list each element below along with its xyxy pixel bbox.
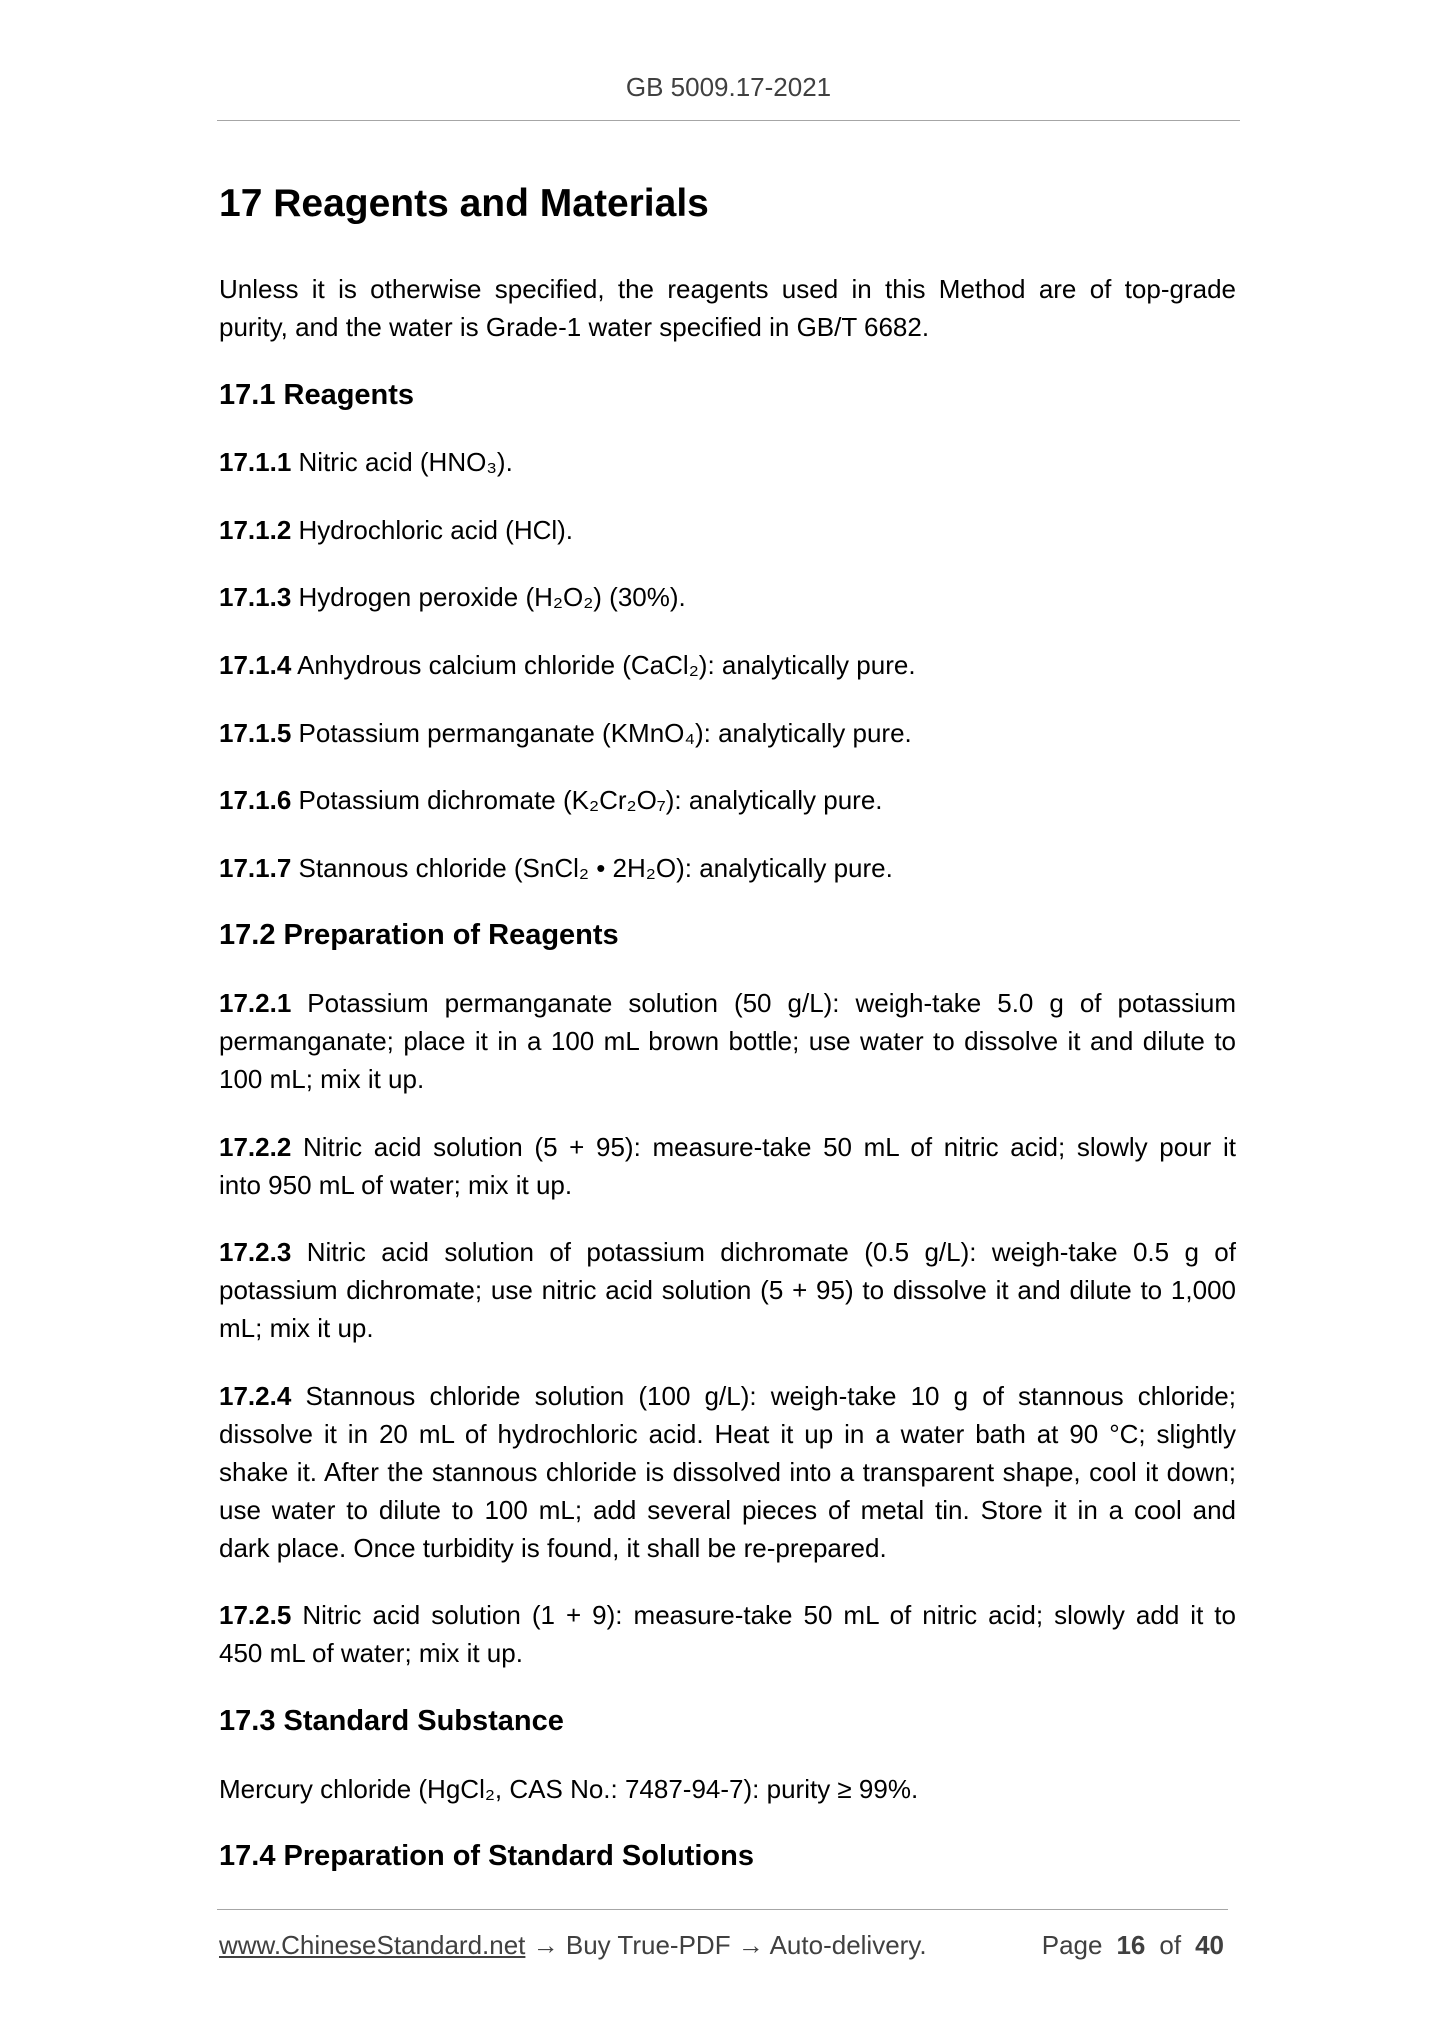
item-text: Nitric acid solution (5 + 95): measure-take 50 mL of nitric acid; slowly pour it	[302, 1131, 1236, 1162]
preparation-item	[219, 984, 1236, 1098]
reagent-item	[219, 646, 1236, 684]
page-current: 16	[1116, 1930, 1146, 1960]
website-link[interactable]: www.ChineseStandard.net	[219, 1930, 526, 1960]
item-line: into 950 mL of water; mix it up.	[219, 1169, 573, 1200]
item-text: Nitric acid solution of potassium dichromate (0.5 g/L): weigh-take 0.5 g of	[306, 1237, 1236, 1268]
item-line	[219, 646, 1236, 684]
item-line: 450 mL of water; mix it up.	[219, 1638, 523, 1669]
subsection-heading-preparation: 17.2 Preparation of Reagents	[219, 919, 619, 952]
item-number: 17.1.4	[219, 649, 292, 680]
item-number: 17.1.1	[219, 447, 292, 478]
item-text: Stannous chloride solution (100 g/L): weigh-take 10 g of stannous chloride;	[305, 1380, 1236, 1411]
item-line: potassium dichromate; use nitric acid solution (5 + 95) to dissolve it and dilute to 1,000	[219, 1275, 1236, 1306]
item-text: Potassium permanganate (KMnO₄): analytically pure.	[298, 717, 912, 748]
item-line	[219, 1596, 1236, 1634]
item-line: permanganate; place it in a 100 mL brown bottle; use water to dissolve it and dilute to	[219, 1025, 1236, 1056]
item-number: 17.1.7	[219, 852, 292, 883]
footer-tagline: → Buy True-PDF → Auto-delivery.	[532, 1930, 927, 1960]
item-text: Potassium permanganate solution (50 g/L): weigh-take 5.0 g of potassium	[307, 987, 1236, 1018]
subsection-heading-reagents: 17.1 Reagents	[219, 378, 415, 411]
item-number: 17.1.6	[219, 785, 292, 816]
preparation-item	[219, 1128, 1236, 1204]
standard-substance-paragraph	[219, 1770, 1236, 1808]
intro-paragraph	[219, 270, 1236, 346]
item-line: use water to dilute to 100 mL; add several pieces of metal tin. Store it in a cool and	[219, 1494, 1236, 1525]
page-label: Page	[1041, 1930, 1103, 1960]
item-text: Nitric acid (HNO₃).	[298, 447, 513, 478]
item-line	[219, 714, 1236, 752]
item-number: 17.1.2	[219, 514, 292, 545]
item-text: Hydrochloric acid (HCl).	[298, 514, 574, 545]
reagent-item	[219, 714, 1236, 752]
page-total: 40	[1195, 1930, 1224, 1960]
footer-divider	[217, 1909, 1228, 1910]
header-document-number: GB 5009.17-2021	[625, 72, 832, 102]
item-line: mL; mix it up.	[219, 1313, 374, 1344]
item-text: Hydrogen peroxide (H₂O₂) (30%).	[298, 582, 686, 613]
reagent-item	[219, 511, 1236, 549]
item-line: dissolve it in 20 mL of hydrochloric acid. Heat it up in a water bath at 90 °C; slightly	[219, 1418, 1236, 1449]
page-of-label: of	[1159, 1930, 1182, 1960]
reagent-item	[219, 849, 1236, 887]
item-line: 100 mL; mix it up.	[219, 1063, 425, 1094]
item-number: 17.2.5	[219, 1600, 292, 1631]
reagent-item	[219, 781, 1236, 819]
header-divider	[217, 120, 1240, 121]
item-line: shake it. After the stannous chloride is dissolved into a transparent shape, cool it down;	[219, 1456, 1236, 1487]
item-number: 17.2.2	[219, 1131, 292, 1162]
item-text: Anhydrous calcium chloride (CaCl₂): analytically pure.	[297, 649, 916, 680]
item-line	[219, 1128, 1236, 1166]
item-number: 17.2.1	[219, 987, 292, 1018]
item-number: 17.2.3	[219, 1237, 292, 1268]
item-line	[219, 849, 1236, 887]
item-line	[219, 443, 1236, 481]
preparation-item	[219, 1596, 1236, 1672]
intro-line: purity, and the water is Grade-1 water specified in GB/T 6682.	[219, 312, 930, 342]
reagent-item	[219, 578, 1236, 616]
page-number-indicator	[1042, 1930, 1224, 1960]
item-line	[219, 578, 1236, 616]
paragraph-line: Mercury chloride (HgCl₂, CAS No.: 7487-94-7): purity ≥ 99%.	[219, 1773, 919, 1804]
section-title: 17 Reagents and Materials	[219, 182, 709, 225]
item-text: Nitric acid solution (1 + 9): measure-take 50 mL of nitric acid; slowly add it to	[302, 1600, 1236, 1631]
item-text: Stannous chloride (SnCl₂ • 2H₂O): analytically pure.	[298, 852, 893, 883]
item-number: 17.2.4	[219, 1380, 292, 1411]
item-number: 17.1.5	[219, 717, 292, 748]
preparation-item	[219, 1233, 1236, 1347]
reagent-item	[219, 443, 1236, 481]
subsection-heading-standard-solutions: 17.4 Preparation of Standard Solutions	[219, 1840, 754, 1873]
item-line	[219, 781, 1236, 819]
item-text: Potassium dichromate (K₂Cr₂O₇): analytically pure.	[298, 785, 883, 816]
page-footer	[219, 1930, 1224, 1960]
item-line	[219, 984, 1236, 1022]
item-line	[219, 1233, 1236, 1271]
footer-promo	[219, 1930, 927, 1960]
preparation-item	[219, 1377, 1236, 1567]
intro-line: Unless it is otherwise specified, the reagents used in this Method are of top-grade	[219, 274, 1236, 304]
item-line: dark place. Once turbidity is found, it shall be re-prepared.	[219, 1532, 887, 1563]
item-line	[219, 1377, 1236, 1415]
subsection-heading-standard-substance: 17.3 Standard Substance	[219, 1704, 564, 1737]
page-body	[219, 270, 1236, 1905]
item-number: 17.1.3	[219, 582, 292, 613]
item-line	[219, 511, 1236, 549]
